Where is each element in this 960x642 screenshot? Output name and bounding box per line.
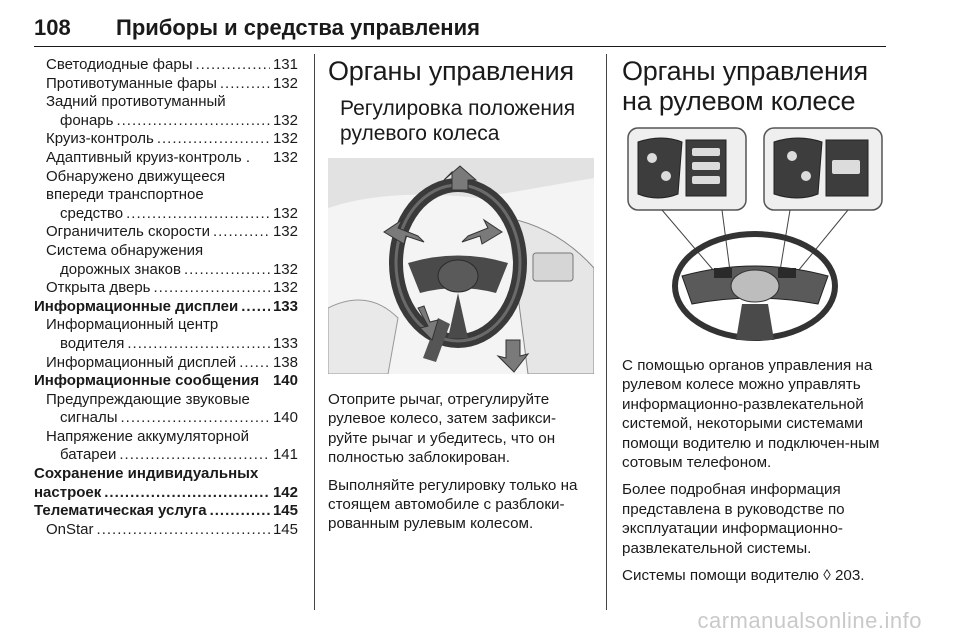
dot-leader — [195, 56, 269, 75]
toc-section-entry[interactable] — [34, 298, 298, 317]
wheel-controls-column — [622, 56, 888, 593]
table-of-contents — [34, 56, 298, 539]
toc-entry-label: батареи — [60, 446, 117, 464]
toc-page-number: 132 — [272, 279, 298, 297]
toc-page-number: 132 — [272, 223, 298, 241]
page-header — [34, 6, 886, 47]
toc-entry-line: Обнаружено движущееся — [46, 167, 226, 185]
dot-leader — [126, 205, 270, 224]
page-number: 108 — [34, 15, 71, 40]
toc-page-number: 131 — [272, 56, 298, 73]
toc-entry-line: Система обнаружения — [46, 241, 204, 259]
paragraph: С помощью органов управления на рулевом колесе можно управлять информационно-развлекательной системой, некоторыми системами помощи водителю и подключен-ным сотовым телефоном. — [622, 357, 880, 472]
toc-entry-label: дорожных знаков — [60, 260, 181, 278]
toc-entry[interactable] — [34, 112, 298, 131]
toc-page-number: 132 — [272, 204, 298, 222]
toc-entry-line: Информационный центр — [46, 316, 219, 334]
toc-entry[interactable] — [34, 75, 298, 94]
toc-entry[interactable] — [34, 335, 298, 354]
toc-entry[interactable] — [34, 149, 298, 168]
toc-page-number: 145 — [272, 520, 298, 538]
toc-page-number: 138 — [272, 353, 298, 371]
toc-entry[interactable] — [34, 205, 298, 224]
toc-entry-label: фонарь — [60, 111, 114, 129]
toc-section-entry[interactable] — [34, 484, 298, 503]
toc-entry-label: Информационные дисплеи — [34, 297, 239, 315]
toc-page-number: 133 — [272, 297, 298, 315]
toc-entry-line: впереди транспортное — [46, 186, 204, 204]
toc-entry[interactable] — [34, 261, 298, 280]
toc-page-number: 142 — [272, 483, 298, 501]
toc-entry-label: Адаптивный круиз-контроль . — [46, 148, 251, 166]
toc-page-number: 145 — [272, 502, 298, 520]
dot-leader — [184, 261, 270, 280]
dot-leader — [210, 502, 270, 521]
dot-leader — [213, 223, 270, 242]
cross-reference[interactable] — [622, 566, 888, 585]
paragraph: Отоприте рычаг, отрегулируйте рулевое колесо, затем зафикси-руйте рычаг и убедитесь, что он полностью заблокирован. — [328, 391, 557, 467]
dot-leader — [119, 446, 270, 465]
toc-entry-label: Светодиодные фары — [46, 56, 193, 73]
toc-entry[interactable] — [34, 130, 298, 149]
toc-entry[interactable] — [34, 521, 298, 540]
toc-entry-label: Информационные сообщения — [34, 372, 260, 390]
dot-leader — [220, 75, 270, 94]
dot-leader — [104, 484, 270, 503]
toc-entry-label: Ограничитель скорости — [46, 223, 210, 241]
toc-entry-label: Противотуманные фары — [46, 74, 217, 92]
watermark: carmanualsonline.info — [697, 608, 922, 633]
toc-page-number: 133 — [272, 334, 298, 352]
column-divider — [606, 54, 607, 610]
steering-wheel-controls-illustration — [622, 126, 888, 342]
column-divider — [314, 54, 315, 610]
toc-entry-label: Круиз-контроль — [46, 130, 154, 148]
toc-entry[interactable] — [34, 446, 298, 465]
subsection-title: Регулировка положения рулевого колеса — [340, 97, 576, 145]
toc-entry-line: Задний противотуманный — [46, 93, 226, 111]
section-title: Органы управления на рулевом колесе — [622, 56, 868, 116]
toc-page-number: 141 — [272, 446, 298, 464]
paragraph: Более подробная информация представлена в руководстве по эксплуатации информационно-развлекательной системы. — [622, 481, 845, 557]
dot-leader — [121, 409, 270, 428]
toc-entry-line: Предупреждающие звуковые — [46, 390, 250, 408]
toc-entry-label: OnStar — [46, 520, 94, 538]
crossref-text: Системы помощи водителю — [622, 567, 819, 585]
toc-section-entry[interactable] — [34, 502, 298, 521]
toc-page-number: 140 — [272, 372, 298, 390]
toc-entry-label: водителя — [60, 334, 125, 352]
dot-leader — [154, 279, 270, 298]
chapter-title: Приборы и средства управления — [116, 15, 480, 40]
toc-entry-label: Телематическая услуга — [34, 502, 207, 520]
toc-entry-line: Сохранение индивидуальных — [34, 465, 259, 483]
toc-entry-label: Информационный дисплей — [46, 353, 237, 371]
toc-entry-label: средство — [60, 204, 124, 222]
dot-leader — [239, 354, 270, 373]
dot-leader — [157, 130, 270, 149]
toc-page-number: 132 — [272, 260, 298, 278]
steering-wheel-adjust-illustration — [328, 158, 594, 374]
toc-page-number: 132 — [272, 148, 298, 166]
dot-leader — [97, 521, 270, 540]
section-title: Органы управления — [328, 56, 574, 86]
steering-adjust-column — [328, 56, 594, 542]
dot-leader — [241, 298, 270, 317]
page-ref-icon: ◊ — [823, 567, 831, 585]
toc-entry-line: Напряжение аккумуляторной — [46, 427, 250, 445]
toc-entry[interactable] — [34, 279, 298, 298]
toc-entry[interactable] — [34, 354, 298, 373]
toc-page-number: 132 — [272, 130, 298, 148]
crossref-page: 203. — [834, 567, 865, 585]
toc-page-number: 140 — [272, 409, 298, 427]
toc-section-entry[interactable] — [34, 372, 298, 391]
toc-entry-label: Открыта дверь — [46, 279, 151, 297]
paragraph: Выполняйте регулировку только на стоящем автомобиле с разблоки-рованным рулевым колесом. — [328, 476, 578, 533]
toc-page-number: 132 — [272, 74, 298, 92]
toc-page-number: 132 — [272, 111, 298, 129]
toc-entry-label: настроек — [34, 483, 102, 501]
toc-entry-label: сигналы — [60, 409, 118, 427]
toc-entry[interactable] — [34, 56, 298, 75]
toc-entry[interactable] — [34, 409, 298, 428]
dot-leader — [127, 335, 270, 354]
dot-leader — [116, 112, 270, 131]
toc-entry[interactable] — [34, 223, 298, 242]
